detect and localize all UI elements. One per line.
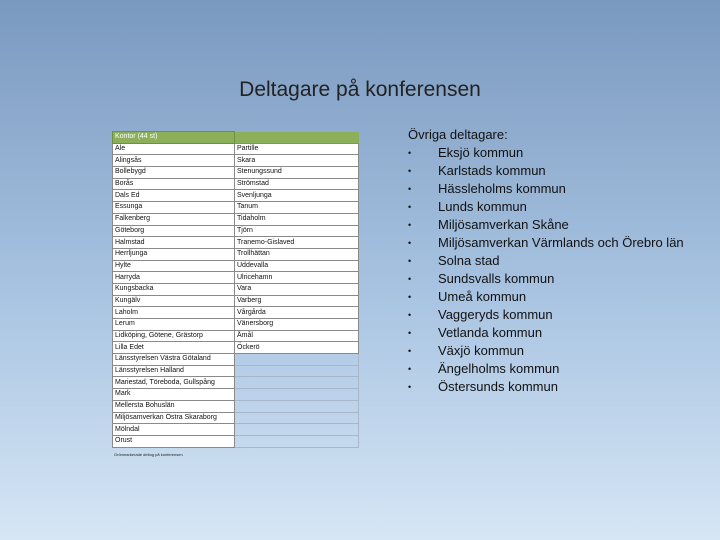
table-cell-kommun: Miljösamverkan Östra Skaraborg bbox=[113, 412, 235, 424]
table-cell-kommun: Vara bbox=[235, 283, 359, 295]
other-participant-label: Ängelholms kommun bbox=[438, 361, 560, 376]
table-cell-kommun: Mark bbox=[113, 389, 235, 401]
other-participant-item bbox=[408, 378, 708, 396]
table-cell-kommun: Åmål bbox=[235, 330, 359, 342]
table-footnote: Grönmarkerade deltog på konferensen bbox=[114, 452, 183, 457]
table-cell-empty bbox=[235, 389, 359, 401]
table-cell-kommun: Uddevalla bbox=[235, 260, 359, 272]
table-row bbox=[113, 354, 359, 366]
bullet-icon: • bbox=[408, 274, 412, 284]
table-cell-empty bbox=[235, 354, 359, 366]
table-cell-kommun: Varberg bbox=[235, 295, 359, 307]
table-row bbox=[113, 272, 359, 284]
table-cell-kommun: Tidaholm bbox=[235, 213, 359, 225]
other-participants-list bbox=[408, 144, 708, 396]
table-cell-kommun: Essunga bbox=[113, 202, 235, 214]
bullet-icon: • bbox=[408, 364, 412, 374]
table-row bbox=[113, 342, 359, 354]
table-cell-kommun: Harryda bbox=[113, 272, 235, 284]
bullet-icon: • bbox=[408, 148, 412, 158]
table-cell-kommun: Stenungssund bbox=[235, 167, 359, 179]
bullet-icon: • bbox=[408, 310, 412, 320]
table-cell-kommun: Tranemo-Gislaved bbox=[235, 237, 359, 249]
participants-table-body bbox=[113, 132, 359, 448]
other-participant-item bbox=[408, 306, 708, 324]
other-participant-label: Sundsvalls kommun bbox=[438, 271, 555, 286]
table-cell-kommun: Lerum bbox=[113, 319, 235, 331]
other-participant-item bbox=[408, 144, 708, 162]
table-cell-empty bbox=[235, 412, 359, 424]
other-participants-heading: Övriga deltagare: bbox=[408, 127, 508, 142]
table-cell-kommun: Länsstyrelsen Västra Götaland bbox=[113, 354, 235, 366]
table-cell-empty bbox=[235, 377, 359, 389]
table-header-row bbox=[113, 132, 359, 144]
bullet-icon: • bbox=[408, 238, 412, 248]
table-cell-kommun: Kungsbacka bbox=[113, 283, 235, 295]
table-cell-kommun: Partille bbox=[235, 143, 359, 155]
bullet-icon: • bbox=[408, 328, 412, 338]
table-cell-kommun: Vårgårda bbox=[235, 307, 359, 319]
table-header-blank bbox=[235, 132, 359, 144]
other-participant-item bbox=[408, 270, 708, 288]
other-participant-item bbox=[408, 180, 708, 198]
table-cell-kommun: Laholm bbox=[113, 307, 235, 319]
table-row bbox=[113, 319, 359, 331]
table-cell-kommun: Mölndal bbox=[113, 424, 235, 436]
slide-title: Deltagare på konferensen bbox=[239, 78, 481, 101]
table-row bbox=[113, 307, 359, 319]
table-header: Kontor (44 st) bbox=[113, 132, 235, 144]
other-participant-item bbox=[408, 252, 708, 270]
table-row bbox=[113, 213, 359, 225]
table-cell-kommun: Bollebygd bbox=[113, 167, 235, 179]
bullet-icon: • bbox=[408, 346, 412, 356]
bullet-icon: • bbox=[408, 166, 412, 176]
table-cell-kommun: Trollhättan bbox=[235, 248, 359, 260]
table-cell-empty bbox=[235, 365, 359, 377]
table-cell-kommun: Svenljunga bbox=[235, 190, 359, 202]
table-cell-kommun: Ale bbox=[113, 143, 235, 155]
table-row bbox=[113, 178, 359, 190]
table-cell-kommun: Strömstad bbox=[235, 178, 359, 190]
table-row bbox=[113, 400, 359, 412]
table-row bbox=[113, 424, 359, 436]
other-participant-label: Östersunds kommun bbox=[438, 379, 558, 394]
table-row bbox=[113, 365, 359, 377]
table-row bbox=[113, 155, 359, 167]
table-cell-kommun: Öckerö bbox=[235, 342, 359, 354]
table-row bbox=[113, 167, 359, 179]
other-participant-item bbox=[408, 162, 708, 180]
table-row bbox=[113, 260, 359, 272]
other-participant-label: Vaggeryds kommun bbox=[438, 307, 553, 322]
table-cell-kommun: Herrljunga bbox=[113, 248, 235, 260]
table-row bbox=[113, 389, 359, 401]
table-row bbox=[113, 237, 359, 249]
other-participant-item bbox=[408, 360, 708, 378]
table-row bbox=[113, 190, 359, 202]
table-cell-kommun: Ulricehamn bbox=[235, 272, 359, 284]
table-cell-kommun: Vänersborg bbox=[235, 319, 359, 331]
table-cell-kommun: Hylte bbox=[113, 260, 235, 272]
table-row bbox=[113, 435, 359, 447]
table-row bbox=[113, 225, 359, 237]
table-row bbox=[113, 283, 359, 295]
bullet-icon: • bbox=[408, 184, 412, 194]
table-cell-kommun: Tanum bbox=[235, 202, 359, 214]
table-row bbox=[113, 377, 359, 389]
other-participant-label: Miljösamverkan Skåne bbox=[438, 217, 569, 232]
table-cell-kommun: Dals Ed bbox=[113, 190, 235, 202]
table-cell-kommun: Falkenberg bbox=[113, 213, 235, 225]
table-cell-kommun: Lilla Edet bbox=[113, 342, 235, 354]
table-cell-kommun: Tjörn bbox=[235, 225, 359, 237]
other-participant-item bbox=[408, 216, 708, 234]
other-participant-label: Eksjö kommun bbox=[438, 145, 524, 160]
table-row bbox=[113, 330, 359, 342]
other-participant-label: Miljösamverkan Värmlands och Örebro län bbox=[438, 235, 684, 250]
other-participant-label: Vetlanda kommun bbox=[438, 325, 543, 340]
table-cell-empty bbox=[235, 400, 359, 412]
bullet-icon: • bbox=[408, 202, 412, 212]
other-participant-item bbox=[408, 198, 708, 216]
table-cell-kommun: Göteborg bbox=[113, 225, 235, 237]
bullet-icon: • bbox=[408, 220, 412, 230]
table-cell-kommun: Lidköping, Götene, Grästorp bbox=[113, 330, 235, 342]
other-participant-label: Växjö kommun bbox=[438, 343, 524, 358]
table-cell-kommun: Alingsås bbox=[113, 155, 235, 167]
bullet-icon: • bbox=[408, 292, 412, 302]
table-cell-kommun: Borås bbox=[113, 178, 235, 190]
other-participant-item bbox=[408, 288, 708, 306]
table-row bbox=[113, 202, 359, 214]
table-row bbox=[113, 248, 359, 260]
bullet-icon: • bbox=[408, 256, 412, 266]
other-participant-label: Solna stad bbox=[438, 253, 500, 268]
table-cell-empty bbox=[235, 424, 359, 436]
table-cell-kommun: Länsstyrelsen Halland bbox=[113, 365, 235, 377]
participants-table bbox=[112, 131, 359, 448]
other-participant-item bbox=[408, 342, 708, 360]
table-row bbox=[113, 412, 359, 424]
table-cell-kommun: Kungälv bbox=[113, 295, 235, 307]
bullet-icon: • bbox=[408, 382, 412, 392]
table-cell-empty bbox=[235, 435, 359, 447]
table-cell-kommun: Skara bbox=[235, 155, 359, 167]
table-row bbox=[113, 295, 359, 307]
table-cell-kommun: Mellersta Bohuslän bbox=[113, 400, 235, 412]
table-row bbox=[113, 143, 359, 155]
table-cell-kommun: Halmstad bbox=[113, 237, 235, 249]
other-participant-label: Lunds kommun bbox=[438, 199, 527, 214]
other-participant-label: Karlstads kommun bbox=[438, 163, 546, 178]
other-participants bbox=[408, 126, 708, 396]
table-cell-kommun: Mariestad, Töreboda, Gullspång bbox=[113, 377, 235, 389]
other-participant-label: Umeå kommun bbox=[438, 289, 527, 304]
other-participant-label: Hässleholms kommun bbox=[438, 181, 566, 196]
other-participant-item bbox=[408, 234, 708, 252]
table-cell-kommun: Orust bbox=[113, 435, 235, 447]
other-participant-item bbox=[408, 324, 708, 342]
